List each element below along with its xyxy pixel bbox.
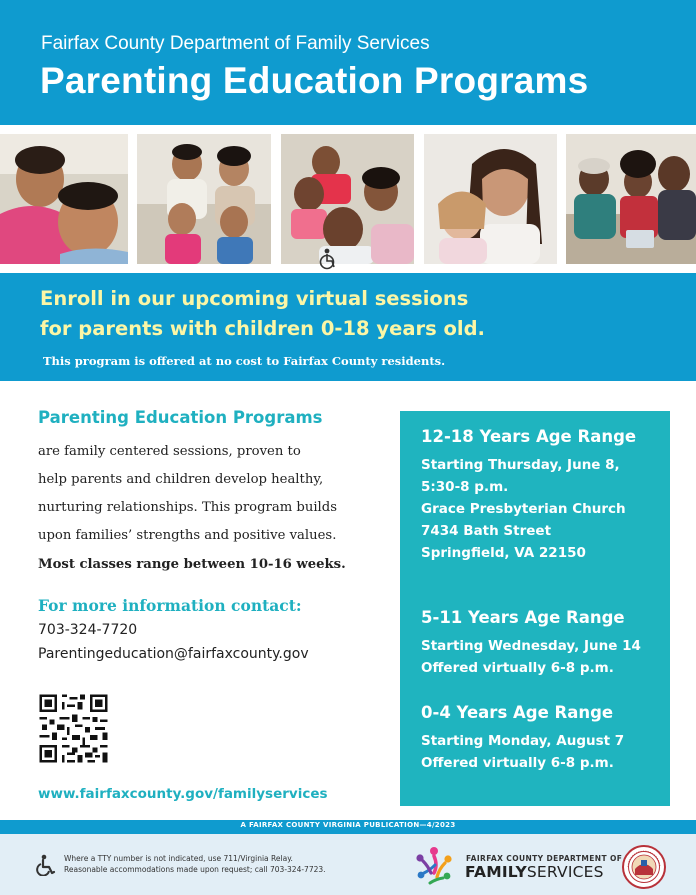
schedule-detail: Starting Thursday, June 8, [421,457,620,473]
program-title: Parenting Education Programs [38,408,323,427]
enroll-headline-line-1: Enroll in our upcoming virtual sessions [40,287,469,310]
schedule-detail: Starting Monday, August 7 [421,733,625,749]
department-name: Fairfax County Department of Family Services [41,33,430,54]
website-link[interactable]: www.fairfaxcounty.gov/familyservices [38,786,328,802]
program-description [38,408,378,572]
schedule-detail: 5:30-8 p.m. [421,479,509,495]
age-range-12-18: 12-18 Years Age Range [421,427,637,446]
age-range-0-4: 0-4 Years Age Range [421,703,614,722]
publication-note: A FAIRFAX COUNTY VIRGINIA PUBLICATION—4/2023 [240,821,456,829]
no-cost-note: This program is offered at no cost to Fairfax County residents. [43,354,446,368]
description-line: nurturing relationships. This program builds [38,500,337,515]
schedule-panel [400,411,670,806]
contact-phone[interactable]: 703-324-7720 [38,622,138,638]
wheelchair-icon [36,854,56,876]
logo-family-word: FAMILY [465,863,527,881]
logo-services-word: SERVICES [526,863,604,881]
footer [0,834,696,895]
enroll-banner [0,273,696,381]
family-photo-grandparents [566,134,696,264]
family-photo-father-son [0,134,128,264]
schedule-detail: Offered virtually 6-8 p.m. [421,660,614,676]
county-seal-icon [622,845,666,889]
publication-bar [0,820,696,834]
photo-strip [0,125,696,273]
contact-title: For more information contact: [38,596,302,615]
description-line: are family centered sessions, proven to [38,444,301,459]
logo-department-text: FAIRFAX COUNTY DEPARTMENT OF [466,854,623,863]
accessibility-line-2: Reasonable accommodations made upon request; call 703-324-7723. [64,865,326,874]
description-line: upon families’ strengths and positive values. [38,528,337,543]
family-photo-group-smiling [281,134,414,264]
age-range-5-11: 5-11 Years Age Range [421,608,625,627]
logo-family-services-text [465,863,604,881]
family-photo-parents-children [137,134,271,264]
page-title: Parenting Education Programs [40,60,589,101]
accessibility-line-1: Where a TTY number is not indicated, use 711/Virginia Relay. [64,854,293,863]
schedule-detail: Starting Wednesday, June 14 [421,638,641,654]
contact-email[interactable]: Parentingeducation@fairfaxcounty.gov [38,646,309,662]
wheelchair-badge-icon [316,247,338,271]
qr-code[interactable] [37,692,110,765]
schedule-detail: Springfield, VA 22150 [421,545,586,561]
description-line: help parents and children develop healthy, [38,472,324,487]
family-services-logo-icon [411,843,457,889]
schedule-detail: 7434 Bath Street [421,523,552,539]
class-length-note: Most classes range between 10-16 weeks. [38,557,346,572]
schedule-detail: Grace Presbyterian Church [421,501,626,517]
header-banner [0,0,696,125]
enroll-headline-line-2: for parents with children 0-18 years old. [40,317,485,340]
schedule-detail: Offered virtually 6-8 p.m. [421,755,614,771]
family-photo-mother-daughter [424,134,557,264]
